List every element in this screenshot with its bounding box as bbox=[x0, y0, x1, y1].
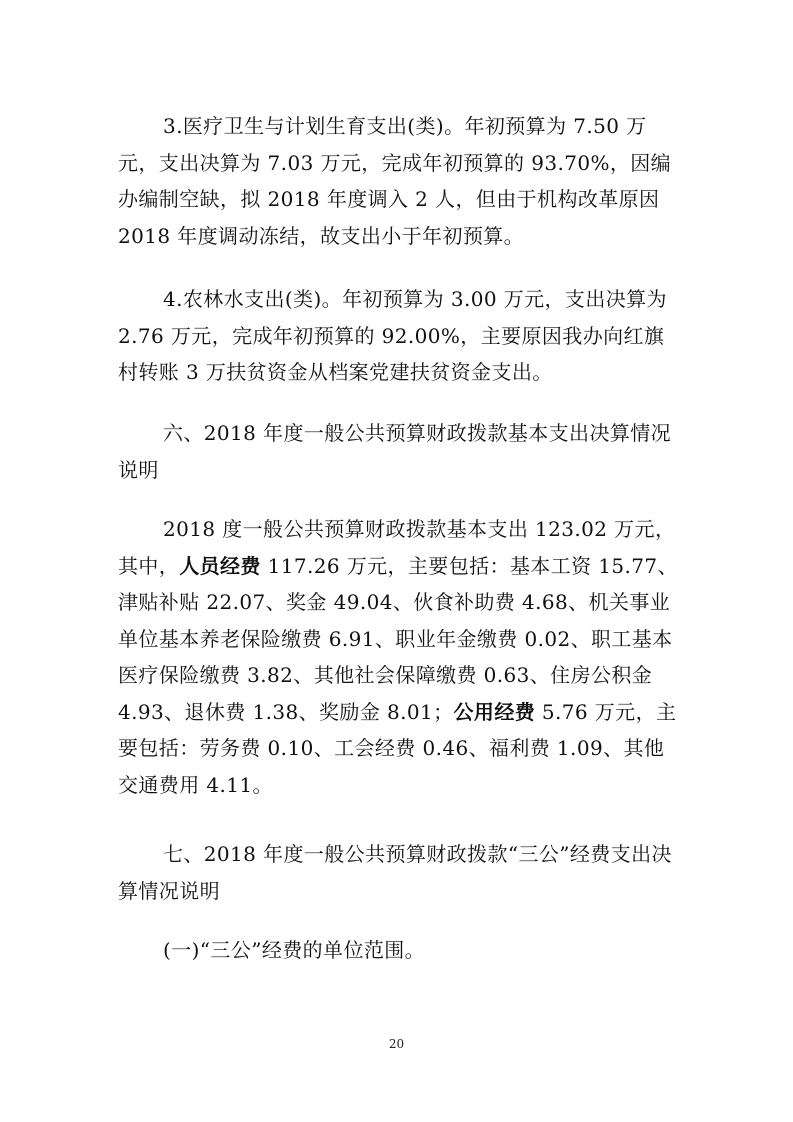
basic-expenditure-intro: 2018 度一般公共预算财政拨款基本支出 123.02 万元，其中， bbox=[118, 517, 676, 578]
section-heading-6: 六、2018 年度一般公共预算财政拨款基本支出决算情况说明 bbox=[118, 421, 672, 482]
paragraph-agriculture-expenditure: 4.农林水支出(类)。年初预算为 3.00 万元，支出决算为 2.76 万元，完成年初预算的 92.00%，主要原因我办向红旗村转账 3 万扶贫资金从档案党建扶贫资金支出。 bbox=[118, 287, 667, 384]
paragraph-basic-expenditure bbox=[118, 511, 680, 803]
subsection-heading-1: (一)“三公”经费的单位范围。 bbox=[163, 938, 426, 962]
personnel-expenses-detail: 117.26 万元，主要包括：基本工资 15.77、津贴补贴 22.07、奖金 49.04、伙食补助费 4.68、机关事业单位基本养老保险缴费 6.91、职业年金缴费 0.02、职工基本医疗保险缴费 3.82、其他社会保障缴费 0.63、住房公积金 4.93、退休费 1.38、奖励金 8.01； bbox=[118, 553, 678, 724]
personnel-expenses-label: 人员经费 bbox=[179, 553, 261, 578]
public-expenses-label: 公用经费 bbox=[453, 699, 536, 724]
page-number: 20 bbox=[388, 1037, 405, 1051]
public-expenses-detail: 5.76 万元，主要包括：劳务费 0.10、工会经费 0.46、福利费 1.09、其他交通费用 4.11。 bbox=[118, 699, 677, 797]
section-heading-7: 七、2018 年度一般公共预算财政拨款“三公”经费支出决算情况说明 bbox=[118, 842, 672, 903]
paragraph-health-expenditure: 3.医疗卫生与计划生育支出(类)。年初预算为 7.50 万元，支出决算为 7.03 万元，完成年初预算的 93.70%，因编办编制空缺，拟 2018 年度调入 2 人，但由于机构改革原因 2018 年度调动冻结，故支出小于年初预算。 bbox=[118, 114, 672, 248]
